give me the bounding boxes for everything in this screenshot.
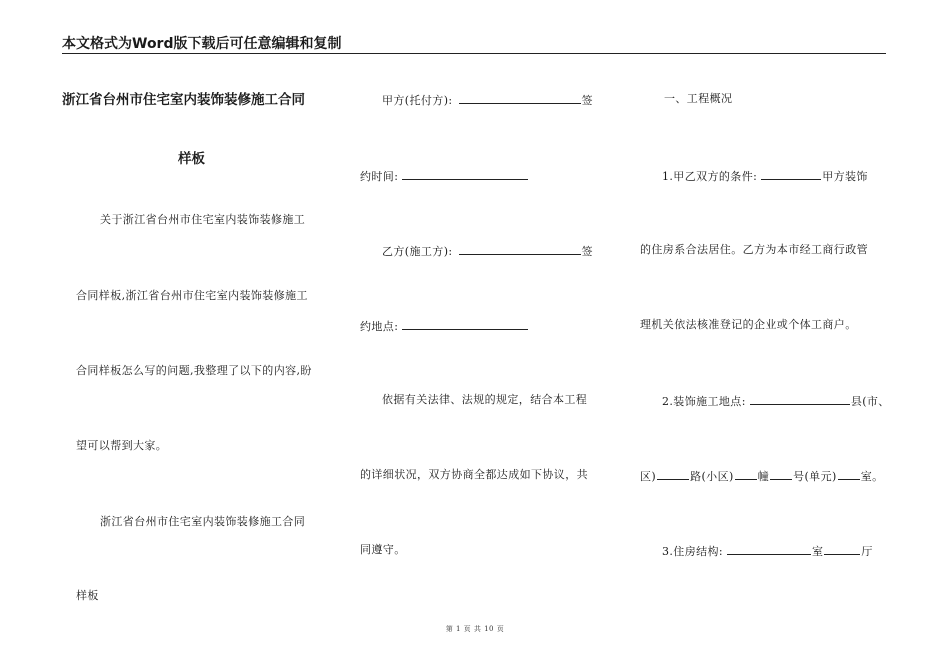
sign-time-blank xyxy=(402,168,528,180)
building-label: 幢 xyxy=(757,470,770,483)
sign-char: 签 xyxy=(581,94,593,107)
header-title: 本文格式为Word版下载后可任意编辑和复制 xyxy=(62,36,342,52)
sign-place-blank xyxy=(402,318,528,330)
item2-line-2 xyxy=(640,468,884,484)
sign-time-line xyxy=(360,168,529,184)
party-a-label: 甲方(托付方): xyxy=(382,94,453,107)
item2-county-blank xyxy=(750,393,850,405)
item1-line-3: 理机关依法核准登记的企业或个体工商户。 xyxy=(640,318,857,331)
building-blank xyxy=(735,468,757,480)
intro-line-1: 关于浙江省台州市住宅室内装饰装修施工 xyxy=(100,213,306,226)
road-label: 路(小区) xyxy=(690,470,734,483)
room-label: 室。 xyxy=(860,470,884,483)
sign-place-line xyxy=(360,318,529,334)
basis-line-1: 依据有关法律、法规的规定，结合本工程 xyxy=(382,393,588,406)
district-label: 区) xyxy=(640,470,657,483)
room-blank xyxy=(838,468,860,480)
party-b-blank xyxy=(459,243,581,255)
column-2 xyxy=(358,0,600,672)
item1-label: 1.甲乙双方的条件: xyxy=(662,170,758,183)
party-a-blank xyxy=(459,92,581,104)
item3-label: 3.住房结构: xyxy=(662,545,724,558)
basis-line-3: 同遵守。 xyxy=(360,543,406,556)
document-title-line-2: 样板 xyxy=(178,151,205,167)
subtitle-line-2: 样板 xyxy=(76,589,99,602)
document-title-line-1: 浙江省台州市住宅室内装饰装修施工合同 xyxy=(62,92,305,108)
halls-blank xyxy=(824,543,860,555)
intro-line-4: 望可以帮到大家。 xyxy=(76,439,168,452)
rooms-label: 室 xyxy=(812,545,824,558)
party-b-line xyxy=(382,243,593,259)
item1-line-2: 的住房系合法居住。乙方为本市经工商行政管 xyxy=(640,243,868,256)
item1-tail: 甲方装饰 xyxy=(822,170,868,183)
basis-line-2: 的详细状况，双方协商全都达成如下协议，共 xyxy=(360,468,588,481)
page-number: 第 1 页 共 10 页 xyxy=(445,625,505,633)
subtitle-line-1: 浙江省台州市住宅室内装饰装修施工合同 xyxy=(100,515,306,528)
road-blank xyxy=(657,468,689,480)
unit-label: 号(单元) xyxy=(793,470,837,483)
column-3 xyxy=(640,0,890,672)
section-heading: 一、工程概况 xyxy=(664,92,733,105)
item3-line xyxy=(662,543,873,559)
item2-label: 2.装饰施工地点: xyxy=(662,395,746,408)
sign-time-label: 约时间: xyxy=(360,170,399,183)
sign-place-label: 约地点: xyxy=(360,320,399,333)
intro-line-2: 合同样板,浙江省台州市住宅室内装饰装修施工 xyxy=(76,289,308,302)
rooms-blank xyxy=(727,543,811,555)
item2-county: 县(市、 xyxy=(850,395,890,408)
number-blank xyxy=(770,468,792,480)
halls-label: 厅 xyxy=(861,545,873,558)
item2-line-1 xyxy=(662,393,890,409)
item1-blank xyxy=(761,168,821,180)
column-1 xyxy=(62,0,330,672)
party-a-line xyxy=(382,92,593,108)
intro-line-3: 合同样板怎么写的问题,我整理了以下的内容,盼 xyxy=(76,364,312,377)
sign-char-2: 签 xyxy=(581,245,593,258)
item1-line-1 xyxy=(662,168,868,184)
party-b-label: 乙方(施工方): xyxy=(382,245,453,258)
